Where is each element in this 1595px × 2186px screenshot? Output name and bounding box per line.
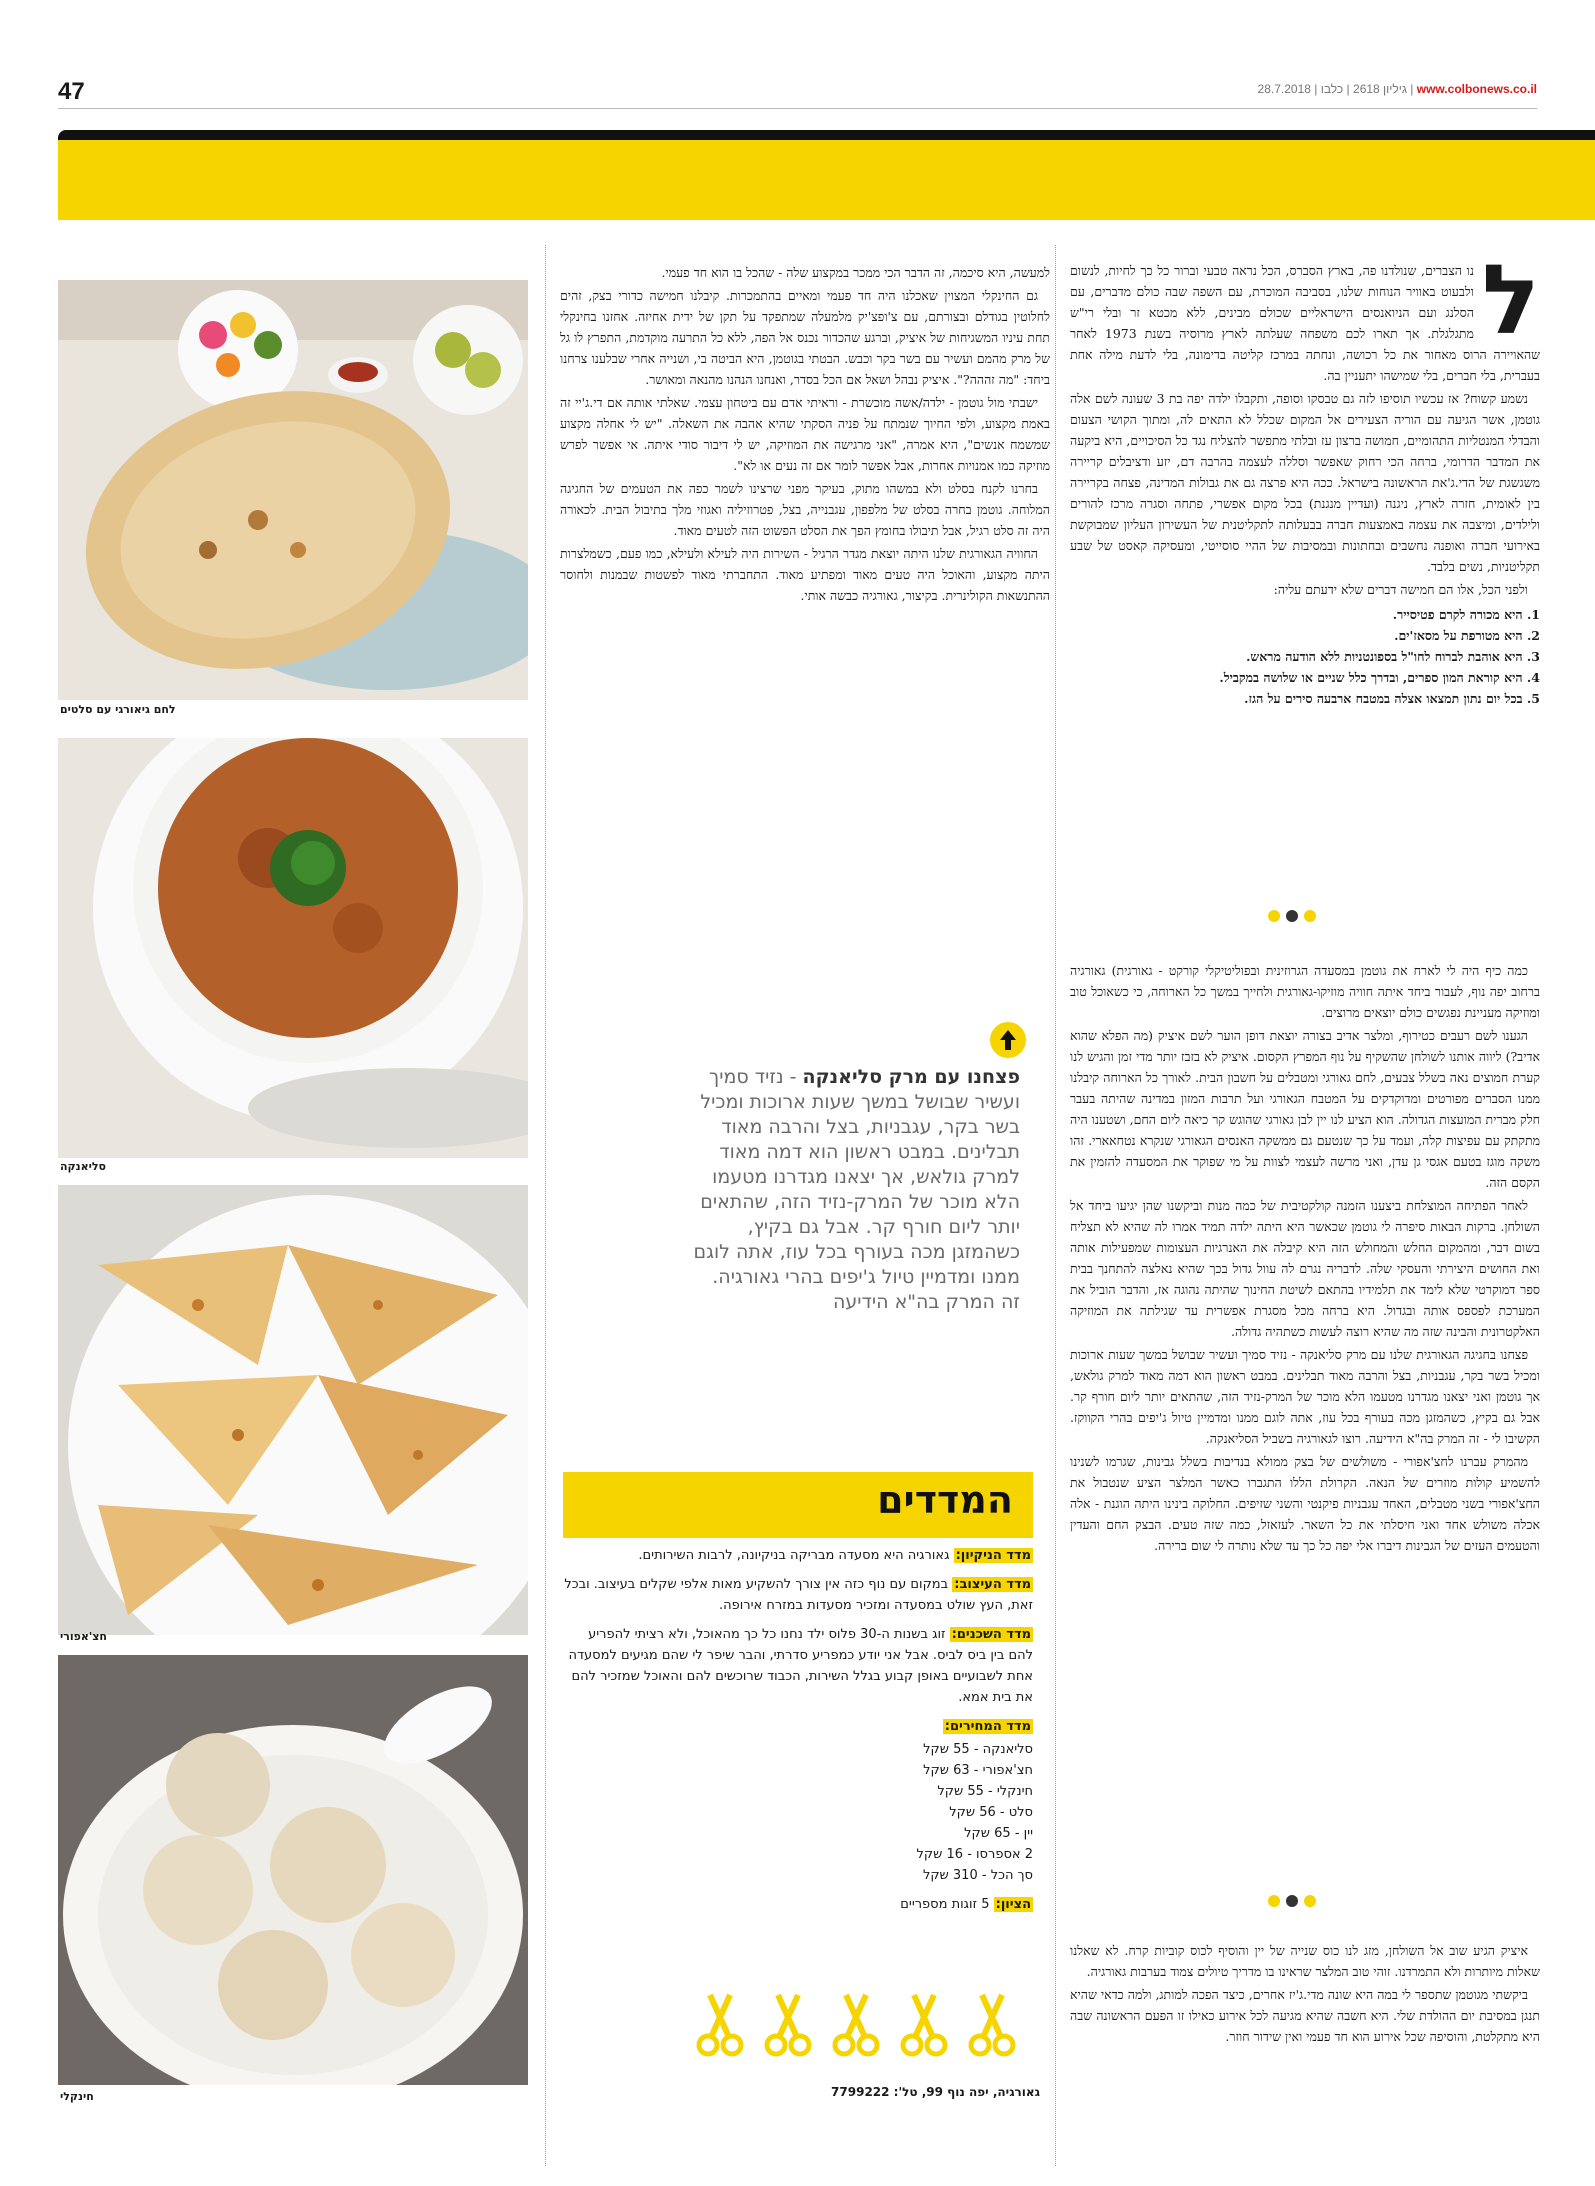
- measures-header: [563, 1472, 1033, 1538]
- paragraph: כמה כיף היה לי לארח את גוטמן במסעדה הגרוזינית ובפוליטיקלי קורקט - גאורגית) גאורגיה ברחוב יפה נוף, לעבור ביחד איתה חוויה מוזיקו-גאורגית ולחייך במשך כל הארוחה, כי כשאוכל טוב ומוזיקה מעניינת נפגשים כולם יוצאים מרוצים.: [1070, 963, 1540, 1020]
- paragraph: ביקשתי מגוטמן שתספר לי במה היא שונה מדי.ג'יז אחרים, כיצד הפכה למותג, ולמה כדאי שהיא תנגן במסיבת יום ההולדת שלי. היא חשבה שהיא מגיעה לכל אירוע כאילו זו הפעם הראשונה שבה היא מתקלטת, והוסיפה שכל אירוע הוא חד פעמי ואין שידור חוזר.: [1070, 1987, 1540, 2044]
- paragraph: נו הצברים, שנולדנו פה, בארץ הסברס, הכל נראה טבעי וברור כל כך לחיות, לנשום ולבעוט באוויר הנוחות שלנו, בסביבה המוכרת, עם השפה שבה כולם מדברים, עם הסלנג ועם הניואנסים הישראליים שכולם מבינים, ללא מכטא זר ובלי רי"ש מתגלגלת. אך תארו לכם משפחה שעלתה לארץ מרוסיה בשנת 1973 לאחר שהאויירה הרוס מאחור את כל רכושה, ונחתה במרכז קליטה בדימונה, בלי לדעת מילה אחת בעברית, בלי חברים, בלי שמישהו יתעניין בה.: [1070, 263, 1540, 383]
- measures-body: [563, 1545, 1033, 1955]
- price-item: חינקלי - 55 שקל: [937, 1784, 1033, 1799]
- neighbors-text: זוג בשנות ה-30 פלוס ילד נחנו כל כך מהאוכל, ולא רציתי להפריע להם בין ביס לביס. אבל אני יודע כמפריע סדרתי, והבר שיפר לי שהם מגיעים למסעדה אחת לשבועיים באופן קבוע בגלל השירות, הכבוד שרוכשים להם והאוכל שמזכיר להם את בית אמא.: [568, 1627, 1033, 1705]
- photo-caption: חצ'אפורי: [60, 1630, 107, 1643]
- section-separator: [1268, 1895, 1316, 1907]
- price-item: סך הכל - 310 שקל: [922, 1868, 1033, 1883]
- score-label: הציון:: [995, 1897, 1031, 1912]
- arrow-up-icon: [990, 1022, 1026, 1058]
- fact-item: 1. היא מכורה לקרם פטיסייר.: [1392, 607, 1540, 622]
- paragraph: החוויה הגאורגית שלנו היתה יוצאת מגדר הרגיל - השירות היה לעילא ולעילא, כמו פעם, כשמלצרות היתה מקצוע, והאוכל היה טעים מאוד ומפתיע מאוד. התחברתי מאוד לפשטות שבמנות ולחוסר ההתנשאות הקולינרית. בקיצור, גאורגיה כבשה אותי.: [560, 546, 1050, 603]
- paragraph: פצחנו בחגיגה הגאורגית שלנו עם מרק סליאנקה - נזיד סמיך ועשיר שבושל במשך שעות ארוכות ומכיל בשר בקר, עגבניות, בצל והרבה מאוד תבלינים. במבט ראשון הוא דמה מאוד למרק גולאש, אך גוטמן ואני יצאנו מגדרנו מטעמו הלא מוכר של המרק-נזיד הזה, שהתאים יותר ליום חורף קר. אבל גם בקיץ, כשהמזגן מכה בעורף בכל עוז, אתה לוגם ממנו ומדמיין טיול ג'יפים בהרי הקווקז. הקשיבו לי - זה המרק בה"א הידיעה. רוצו לגאורגיה בשביל הסליאנקה.: [1070, 1347, 1540, 1446]
- separator-dot: [1304, 1895, 1316, 1907]
- price-item: סליאנקה - 55 שקל: [923, 1742, 1033, 1757]
- scissors-icon: [690, 1990, 756, 2060]
- section-separator: [1268, 910, 1316, 922]
- issue-number: גיליון 2618: [1353, 82, 1407, 96]
- separator-dot: [1286, 910, 1298, 922]
- pull-quote-lead: פצחנו עם מרק סליאנקה: [802, 1066, 1020, 1088]
- pull-quote-text: - נזיד סמיך ועשיר שבושל במשך שעות ארוכות ומכיל בשר בקר, עגבניות, בצל והרבה מאוד תבלינים. במבט ראשון הוא דמה מאוד למרק גולאש, אך יצאנו מגדרנו מטעמו הלא מוכר של המרק-נזיד הזה, שהתאים יותר ליום חורף קר. אבל גם בקיץ, כשהמזגן מכה בעורף בכל עוז, אתה לוגם ממנו ומדמיין טיול ג'יפים בהרי גאורגיה. זה המרק בה"א הידיעה: [693, 1066, 1020, 1313]
- banner-yellow-bar: [58, 140, 1595, 220]
- article-column-1: [1070, 260, 1540, 940]
- scissors-icon: [826, 1990, 892, 2060]
- price-item: חצ'אפורי - 63 שקל: [923, 1763, 1033, 1778]
- scissors-icon: [758, 1990, 824, 2060]
- drop-cap: ל: [1481, 260, 1540, 356]
- column-divider: [545, 245, 546, 2166]
- separator-dot: [1268, 1895, 1280, 1907]
- photo-khachapuri: [58, 1185, 528, 1635]
- fact-item: 5. בכל יום נתון תמצאו אצלה במטבח ארבעה סירים על הגז.: [1244, 691, 1540, 706]
- separator-dot: [1286, 1895, 1298, 1907]
- price-item: 2 אספרסו - 16 שקל: [916, 1847, 1033, 1862]
- score-text: 5 זוגות מספריים: [900, 1897, 990, 1912]
- design-text: במקום עם נוף כזה אין צורך להשקיע מאות אלפי שקלים בעיצוב. ובכל זאת, העץ שולט במסעדה ומזכיר מסעדות במזרח אירופה.: [564, 1577, 1033, 1613]
- paragraph: הגענו לשם רעבים כטירוף, ומלצר אדיב בצורה יוצאת דופן הוער לשם איציק (מה הפלא שהוא אדיב?) ליווה אותנו לשולחן שהשקיף על נוף המפרץ הקסום. איציק לא בזבז יותר מדי זמן והגיש לנו קערת חמוצים נאה בשלל צבעים, לחם גאורגי ומטבלים על חשבון הבית. לאורך כל הארוחה קיבלנו ממנו הסברים מפורטים ומדוקדקים על המטבח הגאורגי ועל תרבות המזון במדינה שהיתה בעבר חלק מברית המועצות הגדולה. הוא הציע לנו יין לבן גאורגי שהוגש קר כיאה ליום החם, ושטענו היה מתקתק עם עפיצות קלה, ועמד על כך שנטעם גם ממשקה האנסים הגאורגי שנקרא נטחאארי. זהו משקה מוגז בטעם אגסי גן עדן, ואני מרשה לעצמי לצוות על מי שפוקר את המסעדה להזמין את הקסם הזה.: [1070, 1028, 1540, 1190]
- paragraph: ישבתי מול גוטמן - ילדה/אשה מוכשרת - וראיתי אדם עם ביטחון עצמי. שאלתי אותה אם די.ג'יי זה באמת מקצוע, ולפי החיוך שנמתח על פניה הסקתי שהיא אהבה את השאלה. "יש לי אחלה מקצוע שמשמח אנשים", היא אמרה, "אני מרגישה את המוזיקה, יש לי דיבור סודי איתה. אי אפשר לפרש מוזיקה כמו אמנויות אחרות, אבל אפשר לומר אם זה נעים או לא".: [560, 395, 1050, 473]
- separator-dot: [1304, 910, 1316, 922]
- paragraph: למעשה, היא סיכמה, זה הדבר הכי ממכר במקצוע שלה - שהכל בו הוא חד פעמי.: [661, 265, 1050, 280]
- pull-quote: [690, 1065, 1020, 1375]
- article-column-1b: [1070, 960, 1540, 1850]
- column-divider: [1055, 245, 1056, 2166]
- article-column-2: [560, 262, 1050, 872]
- paragraph: מהמרק עברנו לחצ'אפורי - משולשים של בצק ממולא בנדיבות בשלל גבינות, שגרמו לשנינו להשמיע קולות מוזרים של הנאה. הקרולת הללו התגברו כאשר המלצר הציע שנטבול את החצ'אפורי בשני מטבלים, האחד עגבניות פיקנטי והשני שזיפים. החלוקה בינינו היתה הוגנת - אלה אכלה משולש אחד ואני חיסלתי את כל השאר. לעזאזל, כמה שזה טעים. הבצק החם והעדין והטעמים העזים של הגבינות דיברו אלי יפה כל כך עד שלא נותרה לי שום ברירה.: [1070, 1454, 1540, 1553]
- photo-khinkali: [58, 1655, 528, 2085]
- photo-caption: חינקלי: [60, 2090, 94, 2103]
- facts-list: [1070, 604, 1540, 709]
- restaurant-address: גאורגיה, יפה נוף 99, טל': 7799222: [831, 2085, 1040, 2099]
- paragraph: נשמע קשוח? אז עכשיו תוסיפו לזה גם טבסקו וסופה, ותקבלו ילדה יפה בת 3 שעונה לשם אלה גוטמן, אשר הגיעה עם הוריה הצעירים אל המקום שכלל לא התאים לה, ומתוך הקושי הצעום והבדלי המנטליות התהומיים, חמושה ברצון עז ובלתי מתפשר להצליח נגד כל הסיכויים, היא ביקעה את המדבר הדרומי, ברחה הכי רחוק שאפשר וסללה לעצמה בהרבה דם, יזע ודציבלים קריירה משגשגת של הדי.ג'את הראשונה בישראל. ככה היא פרצה גם את גבולות המדינה, פצחה בקריירה בין לאומית, חזרה לארץ, ניגנה (ועדיין מנגנת) בכל מקום אפשרי, פתחה וסגרה מרכז להורים ולילדים, ומיצבה את עצמה באמצעות חברה בבעלותה לתקליטנית של העשירון העליון שמבוקשת באירועי חברה ואופנה נחשבים ובחתונות ובמסיבות של ההיי סוסייטי, ומעסיקה קאסט של שבע תקליטניות, נשים בלבד.: [1070, 391, 1540, 574]
- photo-caption: סליאנקה: [60, 1160, 107, 1173]
- measures-title: המדדים: [877, 1478, 1013, 1522]
- neighbors-label: מדד השכנים:: [951, 1627, 1031, 1642]
- article-column-1c: [1070, 1940, 1540, 2100]
- scissors-icon: [962, 1990, 1028, 2060]
- separator-dot: [1268, 910, 1280, 922]
- header-rule: [58, 108, 1537, 109]
- photo-caption: לחם גיאורגי עם סלטים: [60, 703, 176, 716]
- paragraph: בחרנו לקנח בסלט ולא במשהו מתוק, בעיקר מפני שרצינו לשמר כפה את הטעמים של החגיגה המלוחה. גוטמן בחרה בסלט של מלפפון, עגבנייה, בצל, פטרוזיליה ואגוזי מלך בתיבול הבית. לכאורה היה זה סלט רגיל, אבל תיבולו בחומץ הפך את הסלט הפשוט הזה לטעים מאוד.: [560, 481, 1050, 538]
- fact-item: 2. היא מטורפת על מסאז'ים.: [1394, 628, 1540, 643]
- cleanliness-text: גאורגיה היא מסעדה מבריקה בניקיונה, לרבות השירותים.: [638, 1548, 950, 1563]
- prices-label: מדד המחירים:: [944, 1719, 1031, 1734]
- running-header: 28.7.2018 | גיליון 2618 | כלבו | www.colbonews.co.il: [1257, 82, 1537, 96]
- fact-item: 4. היא קוראת המון ספרים, ובדרך כלל שניים או שלושה במקביל.: [1219, 670, 1540, 685]
- paragraph: ולפני הכל, אלו הם חמישה דברים שלא ידעתם עליה:: [1273, 582, 1528, 597]
- fact-item: 3. היא אוהבת לברוח לחו"ל בספונטניות ללא הודעה מראש.: [1246, 649, 1540, 664]
- scissors-icon: [894, 1990, 960, 2060]
- brand-name: כלבו: [1320, 82, 1344, 96]
- issue-date: 28.7.2018: [1257, 82, 1311, 96]
- cleanliness-label: מדד הניקיון:: [955, 1548, 1031, 1563]
- photo-bread-salads: [58, 280, 528, 700]
- site-url[interactable]: www.colbonews.co.il: [1416, 82, 1537, 96]
- price-item: יין - 65 שקל: [964, 1826, 1033, 1841]
- paragraph: גם החינקלי המצוין שאכלנו היה חד פעמי ומאיים בהתמכרות. קיבלנו חמישה כדורי בצק, זהים לחלוטין בגודלם ובצורתם, עם צ'ופצ'יק מלמעלה שמתפקד על תקן של ידית אחיזה. אחזנו בחינקלי תחת עיניו המשגיחות של איציק, וברגע שהכדור נכנס אל הפה, ללא כל התרעה מוקדמת, התפרץ לו גל של מרק מהמם ועשיר עם בשר בקר וכבש. הבטתי בגוטמן, היא הביטה בי, ושנייה אחרי שבלענו צרחנו ביחד: "מה זההה?". איציק נבהל ושאל אם הכל בסדר, ואנחנו הנהנו מהנאה ומאושר.: [560, 288, 1050, 387]
- page-number: 47: [58, 78, 85, 105]
- paragraph: לאחר הפתיחה המוצלחת ביצענו הזמנה קולקטיבית של כמה מנות וביקשנו שהן יגיעו ביחד אל השולחן. ברקות הבאות סיפרה לי גוטמן שכאשר היא היתה ילדה תמיד אמרו לה שהיא לא תצליח בשום דבר, ומהמקום החלש והמחולש הזה היא קיבלה את האנרגיות העצומות שמפעילות אותה ואת החושים היצירתי והעסקי שלה. לדבריה נגרם לה עוול גדול בכך שהיא נאלצה להתחנך בבית ספר דמוקרטי שלא לימד את תלמידיו בהתאם לשיטת החינוך שהיתה נהוגה אז, והדבר הוביל את המערכת לפספס אותה ובגדול. היא ברחה מכל מסגרת אפשרית עד שגילתה את המוזיקה האלקטרונית והבינה שזה מה שהיא רוצה לעשות כשתהיה גדולה.: [1070, 1198, 1540, 1339]
- banner-black-bar: [58, 130, 1595, 140]
- paragraph: איציק הגיע שוב אל השולחן, מזג לנו כוס שנייה של יין והוסיף לכוס קוביות קרח. לא שאלנו שאלות מיותרות ולא התמרדנו. זוהי טוב המלצר שראינו בו מדריך טיולים צמוד בערבות גאורגיה.: [1070, 1943, 1540, 1979]
- photo-soup: [58, 738, 528, 1158]
- design-label: מדד העיצוב:: [954, 1577, 1031, 1592]
- price-item: סלט - 56 שקל: [949, 1805, 1033, 1820]
